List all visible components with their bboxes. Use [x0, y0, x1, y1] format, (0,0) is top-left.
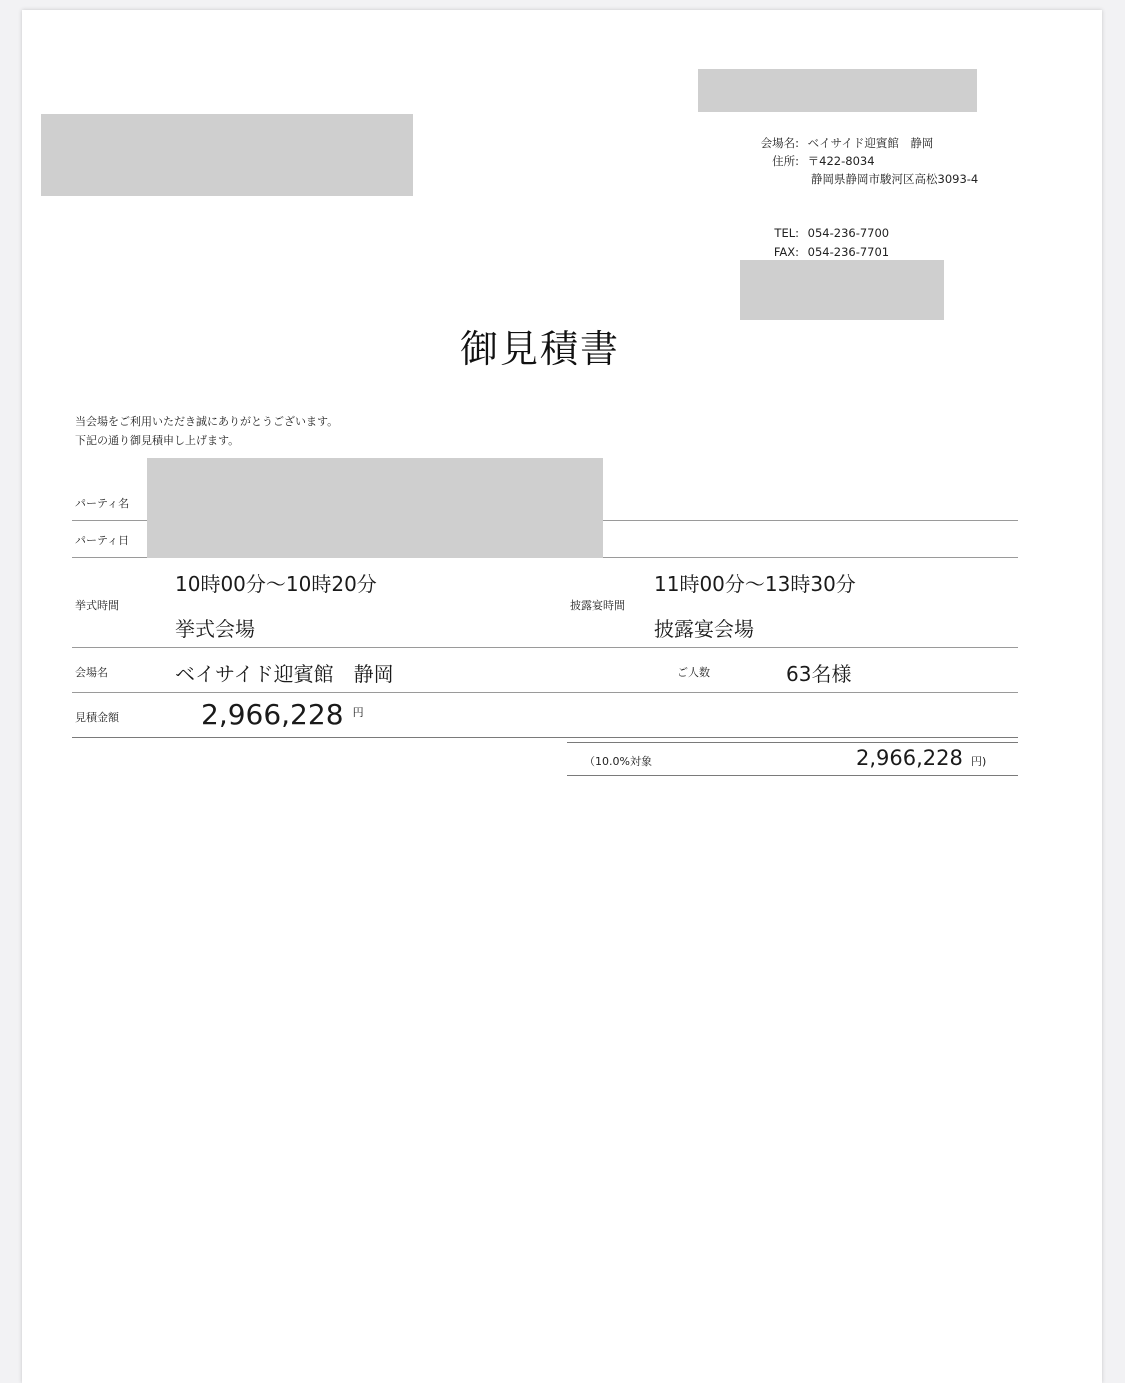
reception-time-label: 披露宴時間	[570, 599, 625, 612]
fax-value: 054-236-7701	[807, 245, 890, 259]
document-page	[22, 10, 1102, 1383]
page-title: 御見積書	[459, 327, 620, 371]
redacted-area-header-left	[41, 114, 413, 196]
greeting-line-2: 下記の通り御見積申し上げます。	[75, 434, 240, 447]
redacted-area-header-right	[698, 69, 977, 112]
tax-box-bottom	[567, 775, 1018, 776]
venue-name-value: ベイサイド迎賓館 静岡	[175, 662, 394, 686]
party-date-label: パーティ日	[75, 534, 130, 547]
tax-amount	[856, 746, 986, 770]
fax-row	[757, 245, 889, 259]
greeting-line-1: 当会場をご利用いただき誠にありがとうございます。	[75, 415, 339, 428]
divider-times	[72, 647, 1018, 648]
address-key: 住所:	[772, 154, 799, 168]
estimate-label: 見積金額	[75, 711, 119, 724]
tel-value: 054-236-7700	[807, 226, 890, 240]
redacted-area-party	[147, 458, 603, 558]
venue-name-row	[757, 135, 933, 151]
address-row	[757, 153, 875, 169]
guests-value: 63名様	[786, 662, 852, 686]
tel-key: TEL:	[774, 226, 799, 240]
tax-box-top	[567, 742, 1018, 743]
divider-venue	[72, 692, 1018, 693]
address-line: 静岡県静岡市駿河区高松3093-4	[811, 172, 979, 186]
ceremony-time-label: 挙式時間	[75, 599, 119, 612]
party-name-label: パーティ名	[75, 497, 130, 510]
venue-name-key: 会場名:	[760, 136, 799, 150]
estimate-amount	[201, 698, 364, 731]
redacted-area-stamp	[740, 260, 944, 320]
tax-value: 2,966,228	[856, 746, 963, 770]
guests-label: ご人数	[677, 666, 710, 679]
ceremony-time-value: 10時00分〜10時20分	[175, 572, 377, 596]
reception-place-value: 披露宴会場	[654, 617, 754, 641]
tax-label: （10.0%対象	[584, 755, 652, 768]
reception-time-value: 11時00分〜13時30分	[654, 572, 856, 596]
estimate-unit: 円	[352, 706, 364, 719]
estimate-value: 2,966,228	[201, 698, 344, 731]
fax-key: FAX:	[773, 245, 799, 259]
divider-estimate	[72, 737, 1018, 738]
postal-code: 〒422-8034	[807, 154, 875, 168]
venue-name-text: ベイサイド迎賓館 静岡	[807, 136, 934, 150]
tax-unit: 円)	[970, 755, 987, 768]
venue-name-label: 会場名	[75, 666, 108, 679]
tel-row	[757, 226, 889, 240]
ceremony-place-value: 挙式会場	[175, 617, 255, 641]
